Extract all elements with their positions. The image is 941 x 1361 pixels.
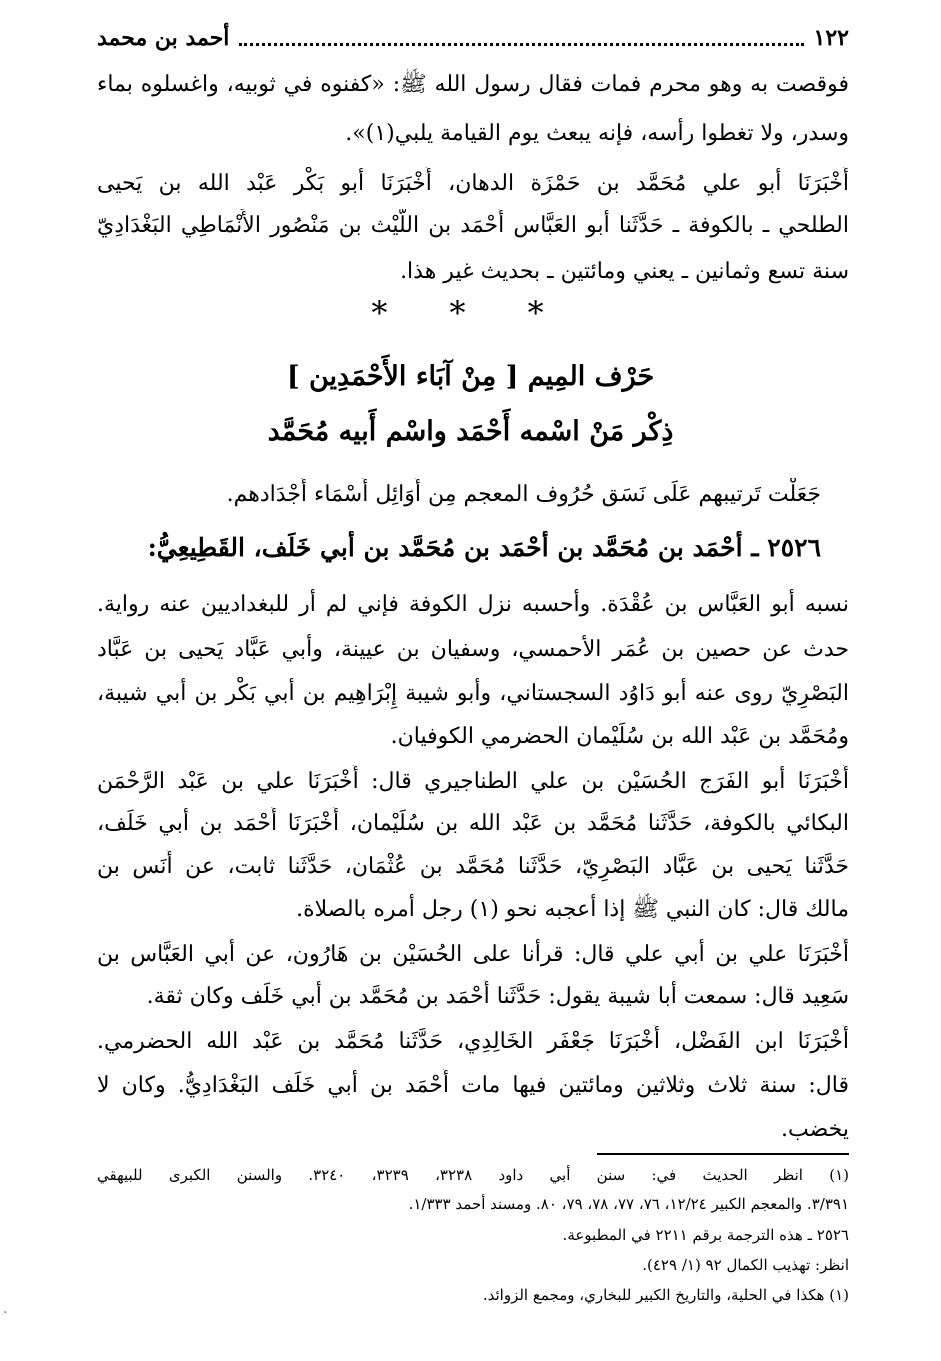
page-header <box>97 18 849 58</box>
text-line: أَخْبَرَنَا أبو علي مُحَمَّد بن حَمْزَة الدهان، أَخْبَرَنَا أبو بَكْر عَبْد الله بن يَحيى <box>97 171 849 196</box>
text-line: أَخْبَرَنَا أبو الفَرَج الحُسَيْن بن علي الطناجيري قال: أَخْبَرَنَا علي بن عَبْد الرَّحْمَن <box>97 769 849 794</box>
footnote-line: ٣/٣٩١. والمعجم الكبير ١٢/٢٤، ٧٦، ٧٧، ٧٨، ٧٩، ٨٠. ومسند أحمد ١/٣٣٣. <box>408 1195 849 1213</box>
footnote-line: انظر: تهذيب الكمال ٩٢ (١/ ٤٢٩). <box>642 1256 849 1274</box>
page-number: ١٢٢ <box>813 25 849 51</box>
section-subtitle: ذِكْر مَنْ اسْمه أَحْمَد واسْم أَبيه مُحَمَّد <box>267 416 674 447</box>
text-line: أَخْبَرَنَا علي بن أبي علي قال: قرأنا على الحُسَيْن بن هَارُون، عن أبي العَبَّاس بن <box>97 942 849 967</box>
text-line: البكائي بالكوفة، حَدَّثَنا مُحَمَّد بن عَبْد الله بن سُلَيْمان، أَخْبَرَنَا أَحْمَد بن أبي خَلَف، <box>97 811 849 836</box>
footnote-line: (١) هكذا في الحلية، والتاريخ الكبير للبخاري، ومجمع الزوائد. <box>482 1286 849 1304</box>
footnote-line: ٢٥٢٦ ـ هذه الترجمة برقم ٢٢١١ في المطبوعة. <box>562 1226 849 1244</box>
text-line: نسبه أبو العَبَّاس بن عُقْدَة. وأحسبه نزل الكوفة فإني لم أر للبغداديين عنه رواية. <box>97 592 849 617</box>
entry-heading: ٢٥٢٦ ـ أَحْمَد بن مُحَمَّد بن أَحْمَد بن مُحَمَّد بن أبي خَلَف، القَطِيعِيُّ: <box>147 533 821 562</box>
text-line: يخضب. <box>781 1117 849 1142</box>
footnote-line: (١) انظر الحديث في: سنن أبي داود ٣٢٣٨، ٣٢٣٩، ٣٢٤٠. والسنن الكبرى للبيهقي <box>97 1166 849 1184</box>
text-line: أَخْبَرَنَا ابن الفَضْل، أَخْبَرَنَا جَعْفَر الخَالِدِي، حَدَّثَنا مُحَمَّد بن عَبْد الله الحضرمي. <box>97 1029 849 1054</box>
text-line: سَعِيد قال: سمعت أبا شيبة يقول: حَدَّثَنا أَحْمَد بن مُحَمَّد بن أبي خَلَف وكان ثقة. <box>146 984 849 1009</box>
text-line: فوقصت به وهو محرم فمات فقال رسول الله ﷺ: «كفنوه في ثوبيه، واغسلوه بماء <box>97 72 849 97</box>
text-line: حدث عن حصين بن عُمَر الأحمسي، وسفيان بن عيينة، وأبي عَبَّاد يَحيى بن عَبَّاد <box>97 637 849 662</box>
section-separator: * * * <box>371 294 570 332</box>
text-line: مالك قال: كان النبي ﷺ إذا أعجبه نحو (١) رجل أمره بالصلاة. <box>296 897 849 922</box>
footnote-rule <box>597 1153 849 1155</box>
text-line: الطلحي ـ بالكوفة ـ حَدَّثَنا أبو العَبَّاس أَحْمَد بن اللَّيْث بن مَنْصُور الأَنْمَاطِي البَغْدَادِيّ <box>97 213 849 238</box>
text-line: حَدَّثَنا يَحيى بن عَبَّاد البَصْرِيّ، حَدَّثَنا مُحَمَّد بن عُثْمَان، حَدَّثَنا ثابت، عن أَنَس بن <box>97 854 849 879</box>
text-line: سنة تسع وثمانين ـ يعني ومائتين ـ بحديث غير هذا. <box>400 259 849 284</box>
text-line: البَصْرِيّ روى عنه أبو دَاوُد السجستاني، وأبو شيبة إِبْرَاهِيم بن أبي بَكْر بن أبي شيبة، <box>97 681 849 706</box>
header-leader-dots <box>239 31 803 46</box>
text-line: وسدر، ولا تغطوا رأسه، فإنه يبعث يوم القيامة يلبي(١)». <box>345 121 849 146</box>
section-title: حَرْف المِيم [ مِنْ آبَاء الأَحْمَدِين ] <box>286 361 655 392</box>
scan-margin-mark: · <box>3 1305 8 1321</box>
running-title: أحمد بن محمد <box>97 25 230 51</box>
text-line: قال: سنة ثلاث وثلاثين ومائتين فيها مات أَحْمَد بن أبي خَلَف البَغْدَادِيُّ. وكان لا <box>97 1073 849 1098</box>
text-line: ومُحَمَّد بن عَبْد الله بن سُلَيْمان الحضرمي الكوفيان. <box>390 724 849 749</box>
section-intro: جَعَلْت تَرتيبهم عَلَى نَسَق حُرُوف المعجم مِن أَوَائِل أَسْمَاء أَجْدَادهم. <box>226 482 821 507</box>
